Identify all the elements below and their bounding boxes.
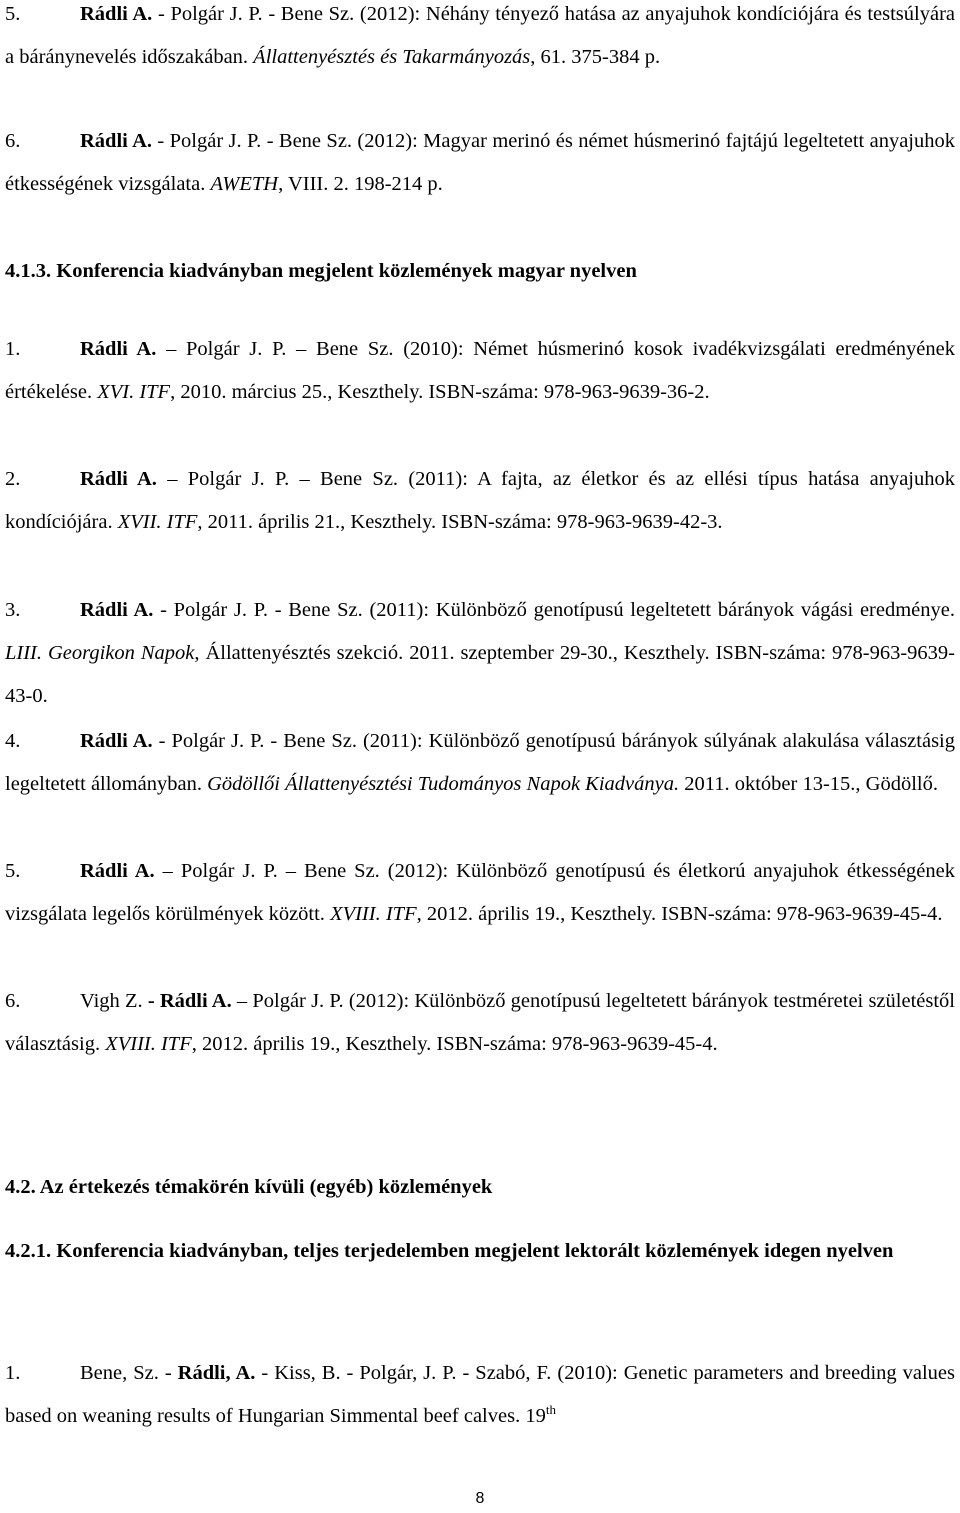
entry-tail: , 61. 375-384 p.: [530, 46, 661, 68]
entry-authors: - Polgár J. P. - Bene Sz.: [152, 730, 357, 752]
entry-authors: – Polgár J. P. – Bene Sz.: [156, 338, 394, 360]
entry-author-bold: Rádli, A.: [177, 1362, 256, 1384]
publication-entry: [5, 458, 955, 544]
entry-journal: XVIII. ITF: [105, 1033, 192, 1055]
ordinal-suffix: th: [545, 1402, 556, 1418]
entry-authors: - Polgár J. P. - Bene Sz.: [152, 130, 353, 152]
entry-author-first: Bene, Sz. -: [80, 1362, 178, 1384]
entry-authors: - Polgár J. P. - Bene Sz.: [153, 599, 363, 621]
entry-journal: XVII. ITF: [117, 511, 198, 533]
publication-entry: [5, 0, 955, 79]
page-number: 8: [475, 1490, 485, 1507]
entry-tail: , 2012. április 19., Keszthely. ISBN-száma: 978-963-9639-45-4.: [416, 903, 943, 925]
entry-title: (2012): Magyar merinó és német húsmerinó fajtájú legeltetett anyajuhok étkességének vizsgálata.: [5, 130, 955, 195]
entry-authors: – Polgár J. P. – Bene Sz.: [154, 860, 380, 882]
publication-entry: [5, 1352, 955, 1438]
entry-title: (2011): Különböző genotípusú bárányok súlyának alakulása választásig legeltetett állományban.: [5, 730, 955, 795]
publication-entry: [5, 850, 955, 936]
entry-number: 1.: [5, 338, 21, 360]
entry-title: (2012): Néhány tényező hatása az anyajuhok kondíciójára és testsúlyára a báránynevelés időszakában.: [5, 3, 956, 68]
entry-tail: , Állattenyésztés szekció. 2011. szeptember 29-30., Keszthely. ISBN-száma: 978-963-9639-43-0.: [5, 642, 955, 707]
entry-authors: - Kiss, B. - Polgár, J. P. - Szabó, F.: [255, 1362, 552, 1384]
entry-number: 6.: [5, 990, 21, 1012]
entry-authors: – Polgár J. P. – Bene Sz.: [156, 468, 399, 490]
entry-title: (2011): Különböző genotípusú legeltetett bárányok vágási eredménye.: [362, 599, 955, 621]
entry-authors: - Polgár J. P. - Bene Sz.: [152, 3, 355, 25]
entry-journal: AWETH: [210, 173, 279, 195]
section-heading: 4.1.3. Konferencia kiadványban megjelent közlemények magyar nyelven: [5, 260, 637, 282]
entry-number: 2.: [5, 468, 21, 490]
subsection-heading: 4.2.1. Konferencia kiadványban, teljes terjedelemben megjelent lektorált közlemények idegen nyelven: [5, 1240, 894, 1262]
entry-title: (2012): Különböző genotípusú és életkorú anyajuhok étkességének vizsgálata legelős körülmények között.: [5, 860, 956, 925]
publication-entry: [5, 328, 955, 414]
entry-author-bold: Rádli A.: [80, 3, 153, 25]
entry-author-bold: Rádli A.: [80, 730, 153, 752]
entry-author-bold: Rádli A.: [80, 860, 155, 882]
entry-tail: , VIII. 2. 198-214 p.: [278, 173, 443, 195]
publication-entry: [5, 720, 955, 806]
entry-tail: , 2012. április 19., Keszthely. ISBN-száma: 978-963-9639-45-4.: [191, 1033, 718, 1055]
publication-entry: [5, 980, 955, 1066]
entry-authors: – Polgár J. P.: [231, 990, 344, 1012]
entry-tail: , 2010. március 25., Keszthely. ISBN-száma: 978-963-9639-36-2.: [170, 381, 710, 403]
entry-number: 3.: [5, 599, 21, 621]
entry-author-bold: Rádli A.: [80, 468, 157, 490]
entry-journal: XVI. ITF: [97, 381, 171, 403]
entry-journal: Gödöllői Állattenyésztési Tudományos Napok Kiadványa.: [207, 773, 680, 795]
entry-title: (2011): A fajta, az életkor és az ellési típus hatása anyajuhok kondíciójára.: [5, 468, 955, 533]
entry-number: 1.: [5, 1362, 21, 1384]
entry-number: 5.: [5, 860, 21, 882]
entry-number: 4.: [5, 730, 21, 752]
entry-author-bold: Rádli A.: [80, 338, 157, 360]
publication-entry: [5, 589, 955, 718]
publication-entry: [5, 120, 955, 206]
entry-author-bold: Rádli A.: [80, 599, 154, 621]
entry-author-bold: Rádli A.: [80, 130, 153, 152]
entry-number: 6.: [5, 130, 21, 152]
entry-journal: XVIII. ITF: [330, 903, 417, 925]
entry-title: (2010): Német húsmerinó kosok ivadékvizsgálati eredményének értékelése.: [5, 338, 955, 403]
entry-author-first: Vigh Z.: [80, 990, 143, 1012]
entry-tail: 2011. október 13-15., Gödöllő.: [679, 773, 938, 795]
entry-number: 5.: [5, 3, 21, 25]
entry-author-bold: - Rádli A.: [142, 990, 232, 1012]
entry-title: (2010): Genetic parameters and breeding values based on weaning results of Hungarian Simmental beef calves. 19: [5, 1362, 956, 1427]
entry-title: (2012): Különböző genotípusú legeltetett bárányok testméretei születéstől választásig.: [5, 990, 955, 1055]
entry-tail: , 2011. április 21., Keszthely. ISBN-száma: 978-963-9639-42-3.: [197, 511, 723, 533]
entry-journal: LIII. Georgikon Napok: [5, 642, 195, 664]
entry-journal: Állattenyésztés és Takarmányozás: [253, 46, 531, 68]
section-heading: 4.2. Az értekezés témakörén kívüli (egyéb) közlemények: [5, 1176, 493, 1198]
